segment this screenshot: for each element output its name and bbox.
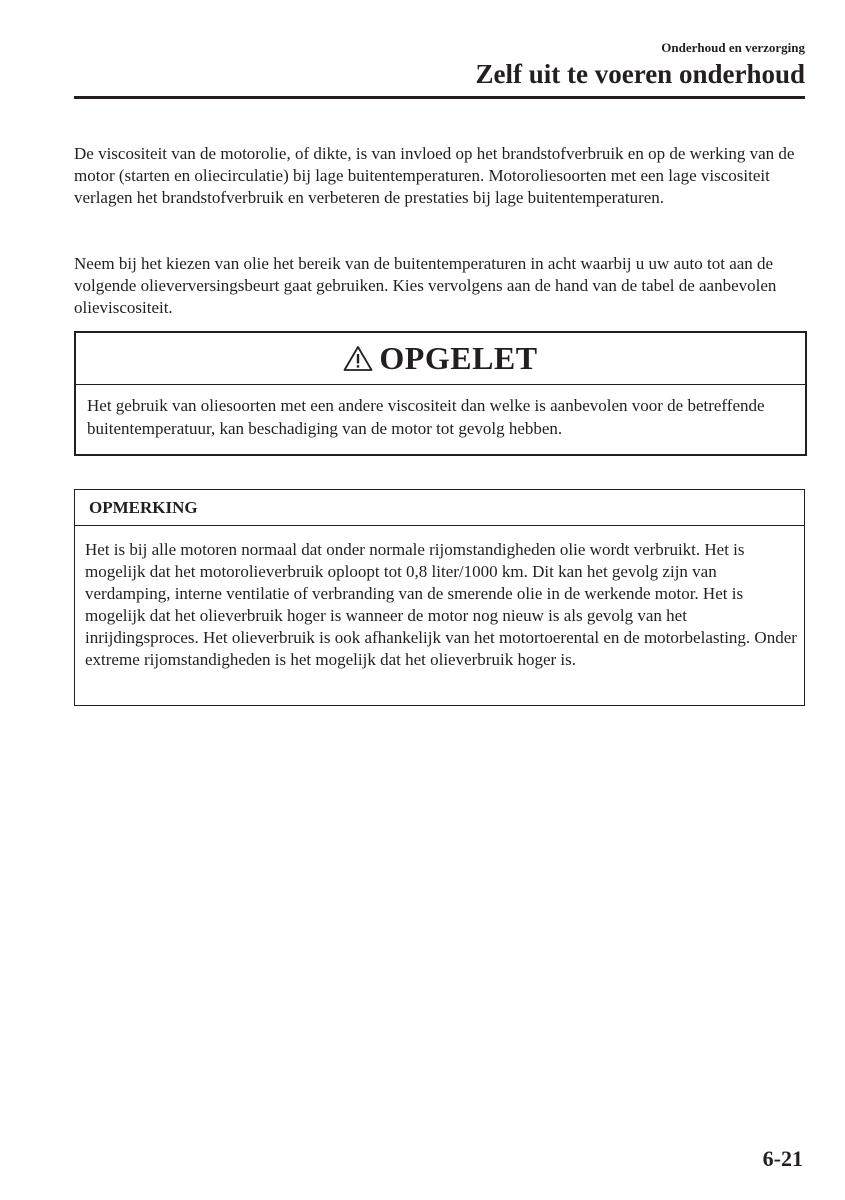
warning-title: OPGELET [379,340,538,376]
warning-box [74,331,807,456]
body-paragraph-viscosity: De viscositeit van de motorolie, of dikte, is van invloed op het brandstofverbruik en op de werking van de motor (starten en oliecirculatie) bij lage buitentemperaturen. Motoroliesoorten met een lage viscositeit verlagen het brandstofverbruik en verbeteren de prestaties bij lage buitentemperaturen. [74,144,795,207]
note-box [74,489,805,706]
warning-triangle-icon [343,345,373,372]
note-text: Het is bij alle motoren normaal dat onder normale rijomstandigheden olie wordt verbruikt. Het is mogelijk dat het motorolieverbruik oploopt tot 0,8 liter/1000 km. Dit kan het gevolg zijn van verdamping, interne ventilatie of verbranding van de smerende olie in de werkende motor. Het is mogelijk dat het olieverbruik hoger is wanneer de motor nog nieuw is als gevolg van het inrijdingsproces. Het olieverbruik is ook afhankelijk van het motortoerental en de motorbelasting. Onder extreme rijomstandigheden is het mogelijk dat het olieverbruik hoger is. [85,540,797,669]
header-divider [74,96,805,99]
body-paragraph-selection: Neem bij het kiezen van olie het bereik van de buitentemperaturen in acht waarbij u uw auto tot aan de volgende olieverversingsbeurt gaat gebruiken. Kies vervolgens aan de hand van de tabel de aanbevolen olieviscositeit. [74,254,777,317]
warning-text: Het gebruik van oliesoorten met een andere viscositeit dan welke is aanbevolen voor de betreffende buitentemperatuur, kan beschadiging van de motor tot gevolg hebben. [87,396,765,438]
page-number: 6-21 [762,1146,803,1171]
section-label: Onderhoud en verzorging [661,40,805,55]
warning-header [76,333,805,385]
note-title: OPMERKING [75,490,804,526]
page-title: Zelf uit te voeren onderhoud [475,59,805,89]
page-header [476,40,806,90]
